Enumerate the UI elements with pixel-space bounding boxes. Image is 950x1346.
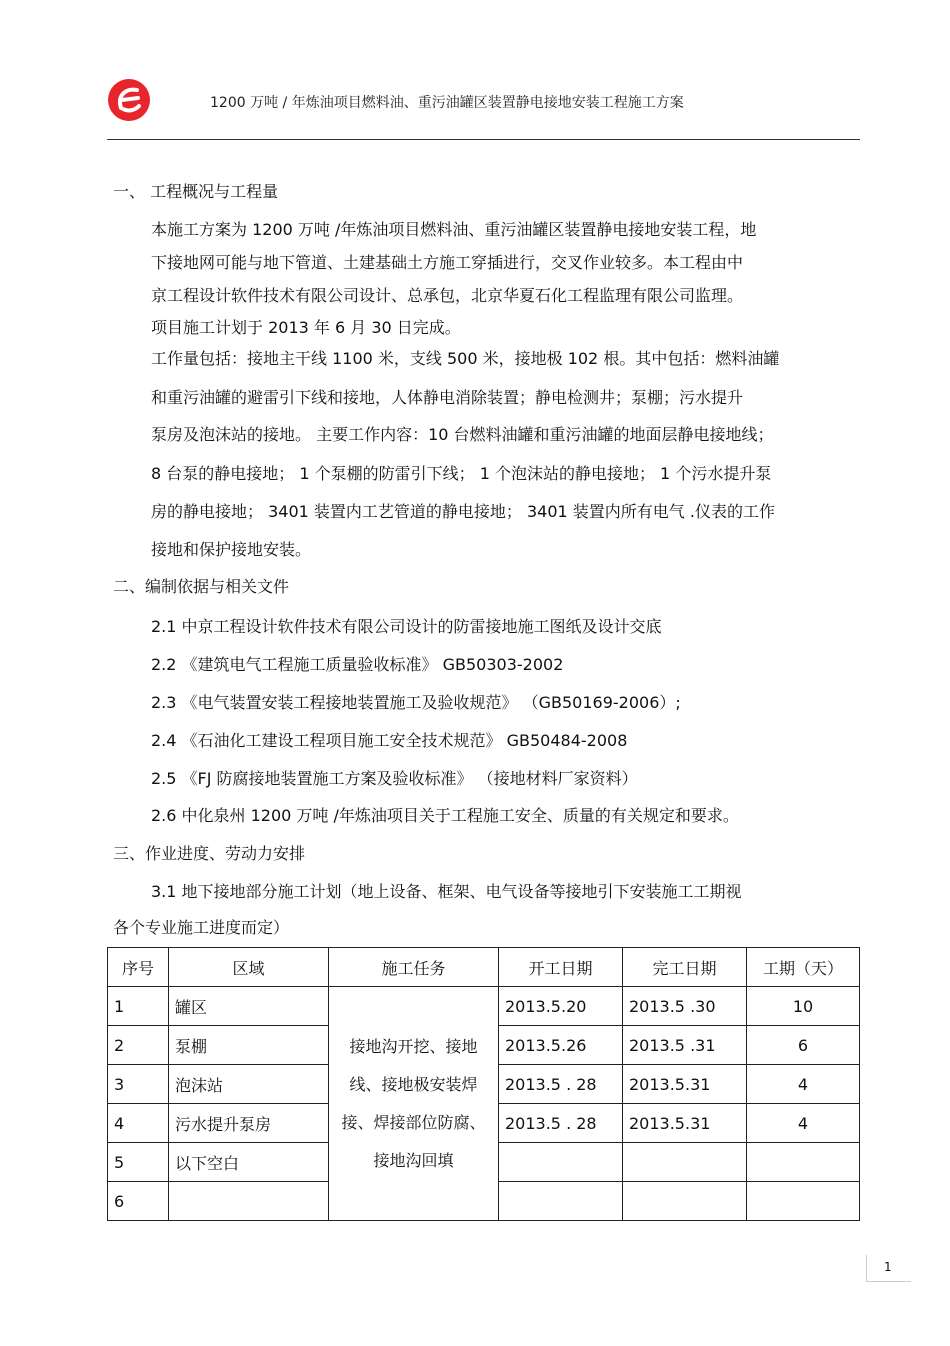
cell-days xyxy=(747,1182,860,1221)
cell-days xyxy=(747,1143,860,1182)
cell-start xyxy=(499,1143,623,1182)
company-logo-icon xyxy=(107,78,151,122)
schedule-table xyxy=(107,947,860,1221)
table-header-row xyxy=(108,948,860,987)
cell-area: 泡沫站 xyxy=(169,1065,329,1104)
section1-line: 和重污油罐的避雷引下线和接地，人体静电消除装置；静电检测井；泵棚；污水提升 xyxy=(151,388,744,407)
cell-area xyxy=(169,1182,329,1221)
cell-task: 接地沟开挖、接地线、接地极安装焊接、焊接部位防腐、接地沟回填 xyxy=(329,987,499,1221)
reference-item: 2.1 中京工程设计软件技术有限公司设计的防雷接地施工图纸及设计交底 xyxy=(151,617,662,636)
cell-area: 以下空白 xyxy=(169,1143,329,1182)
section1-line: 泵房及泡沫站的接地。 主要工作内容：10 台燃料油罐和重污油罐的地面层静电接地线； xyxy=(151,425,774,444)
schedule-intro-line: 3.1 地下接地部分施工计划（地上设备、框架、电气设备等接地引下安装施工工期视 xyxy=(151,882,742,901)
cell-area: 泵棚 xyxy=(169,1026,329,1065)
section3-heading: 三、作业进度、劳动力安排 xyxy=(113,844,306,863)
cell-end xyxy=(623,1182,747,1221)
cell-no: 3 xyxy=(108,1065,169,1104)
section2-heading: 二、编制依据与相关文件 xyxy=(113,577,290,596)
reference-item: 2.4 《石油化工建设工程项目施工安全技术规范》 GB50484-2008 xyxy=(151,731,628,750)
cell-end: 2013.5.31 xyxy=(623,1065,747,1104)
section1-line: 工作量包括：接地主干线 1100 米，支线 500 米，接地极 102 根。其中包括：燃料油罐 xyxy=(151,349,780,368)
header-cell-end: 完工日期 xyxy=(623,948,747,987)
cell-days: 10 xyxy=(747,987,860,1026)
header-cell-task: 施工任务 xyxy=(329,948,499,987)
cell-start: 2013.5 . 28 xyxy=(499,1065,623,1104)
header-divider xyxy=(107,139,860,140)
page-number: 1 xyxy=(884,1260,892,1274)
document-header-title: 1200 万吨 / 年炼油项目燃料油、重污油罐区装置静电接地安装工程施工方案 xyxy=(210,95,684,111)
section1-line: 京工程设计软件技术有限公司设计、总承包，北京华夏石化工程监理有限公司监理。 xyxy=(151,286,744,305)
cell-area: 污水提升泵房 xyxy=(169,1104,329,1143)
section1-line: 8 台泵的静电接地； 1 个泵棚的防雷引下线； 1 个泡沫站的静电接地； 1 个污水提升泵 xyxy=(151,464,772,483)
cell-area: 罐区 xyxy=(169,987,329,1026)
cell-end: 2013.5 .30 xyxy=(623,987,747,1026)
cell-start xyxy=(499,1182,623,1221)
section1-line: 房的静电接地； 3401 装置内工艺管道的静电接地； 3401 装置内所有电气 .仪表的工作 xyxy=(151,502,775,521)
cell-days: 4 xyxy=(747,1065,860,1104)
cell-end: 2013.5.31 xyxy=(623,1104,747,1143)
cell-days: 6 xyxy=(747,1026,860,1065)
section1-line: 项目施工计划于 2013 年 6 月 30 日完成。 xyxy=(151,318,461,337)
section1-line: 本施工方案为 1200 万吨 /年炼油项目燃料油、重污油罐区装置静电接地安装工程，地 xyxy=(151,220,757,239)
cell-end xyxy=(623,1143,747,1182)
cell-no: 6 xyxy=(108,1182,169,1221)
cell-no: 2 xyxy=(108,1026,169,1065)
reference-item: 2.5 《FJ 防腐接地装置施工方案及验收标准》 （接地材料厂家资料） xyxy=(151,769,638,788)
cell-no: 1 xyxy=(108,987,169,1026)
reference-item: 2.6 中化泉州 1200 万吨 /年炼油项目关于工程施工安全、质量的有关规定和要求。 xyxy=(151,806,739,825)
header-cell-start: 开工日期 xyxy=(499,948,623,987)
table-row xyxy=(108,987,860,1026)
header-cell-days: 工期（天） xyxy=(747,948,860,987)
cell-no: 4 xyxy=(108,1104,169,1143)
cell-start: 2013.5.20 xyxy=(499,987,623,1026)
section1-heading: 一、 工程概况与工程量 xyxy=(113,182,279,201)
reference-item: 2.3 《电气装置安装工程接地装置施工及验收规范》 （GB50169-2006）; xyxy=(151,693,681,712)
header-cell-area: 区域 xyxy=(169,948,329,987)
header-cell-no: 序号 xyxy=(108,948,169,987)
reference-item: 2.2 《建筑电气工程施工质量验收标准》 GB50303-2002 xyxy=(151,655,564,674)
section1-line: 接地和保护接地安装。 xyxy=(151,540,312,559)
section1-line: 下接地网可能与地下管道、土建基础土方施工穿插进行，交叉作业较多。本工程由中 xyxy=(151,253,744,272)
cell-end: 2013.5 .31 xyxy=(623,1026,747,1065)
schedule-intro-line: 各个专业施工进度而定） xyxy=(113,918,290,937)
cell-no: 5 xyxy=(108,1143,169,1182)
cell-start: 2013.5.26 xyxy=(499,1026,623,1065)
cell-days: 4 xyxy=(747,1104,860,1143)
cell-start: 2013.5 . 28 xyxy=(499,1104,623,1143)
